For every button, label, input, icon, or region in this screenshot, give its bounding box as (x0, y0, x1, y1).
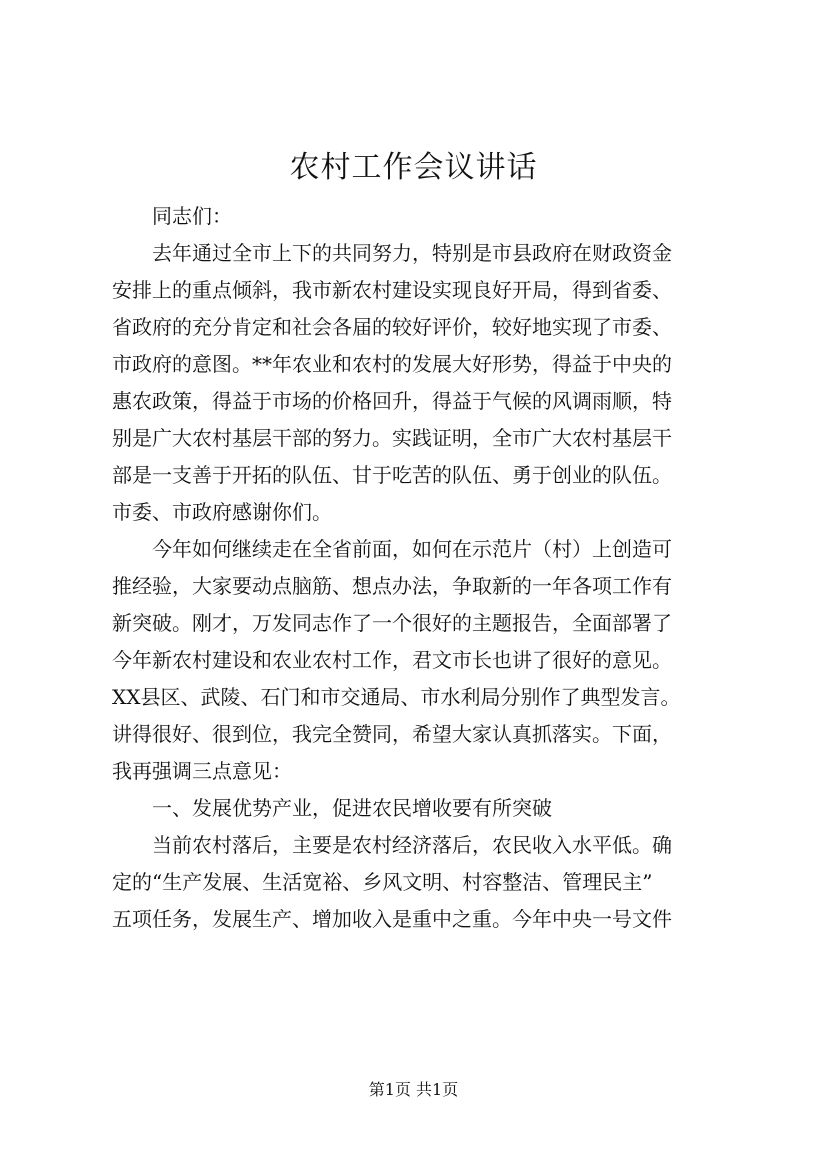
paragraph-line: 新突破。刚才，万发同志作了一个很好的主题报告，全面部署了 (112, 611, 672, 635)
greeting-line: 同志们： (152, 204, 232, 228)
document-title: 农村工作会议讲话 (289, 150, 538, 185)
paragraph-line: 推经验，大家要动点脑筋、想点办法，争取新的一年各项工作有 (112, 574, 672, 598)
paragraph-line: 五项任务，发展生产、增加收入是重中之重。今年中央一号文件 (112, 907, 672, 931)
section-heading: 一、发展优势产业，促进农民增收要有所突破 (152, 796, 552, 820)
paragraph-line: 今年新农村建设和农业农村工作，君文市长也讲了很好的意见。 (112, 648, 672, 672)
paragraph-line: XX县区、武陵、石门和市交通局、市水利局分别作了典型发言。 (112, 685, 681, 709)
paragraph-line: 当前农村落后，主要是农村经济落后，农民收入水平低。确 (152, 833, 672, 857)
paragraph-line: 安排上的重点倾斜，我市新农村建设实现良好开局，得到省委、 (112, 278, 672, 302)
paragraph-line: 我再强调三点意见： (112, 759, 292, 783)
page-number-footer: 第1页 共1页 (368, 1080, 459, 1099)
paragraph-line: 去年通过全市上下的共同努力，特别是市县政府在财政资金 (152, 241, 672, 265)
paragraph-line: 惠农政策，得益于市场的价格回升，得益于气候的风调雨顺，特 (112, 389, 672, 413)
paragraph-line: 定的“生产发展、生活宽裕、乡风文明、村容整洁、管理民主” (112, 870, 653, 894)
paragraph-line: 市委、市政府感谢你们。 (112, 500, 332, 524)
document-body (112, 198, 732, 938)
paragraph-line: 讲得很好、很到位，我完全赞同，希望大家认真抓落实。下面， (112, 722, 672, 746)
paragraph-line: 市政府的意图。**年农业和农村的发展大好形势，得益于中央的 (112, 352, 672, 376)
paragraph-line: 别是广大农村基层干部的努力。实践证明，全市广大农村基层干 (112, 426, 672, 450)
paragraph-line: 省政府的充分肯定和社会各届的较好评价，较好地实现了市委、 (112, 315, 672, 339)
paragraph-line: 部是一支善于开拓的队伍、甘于吃苦的队伍、勇于创业的队伍。 (112, 463, 672, 487)
paragraph-line: 今年如何继续走在全省前面，如何在示范片（村）上创造可 (152, 537, 672, 561)
